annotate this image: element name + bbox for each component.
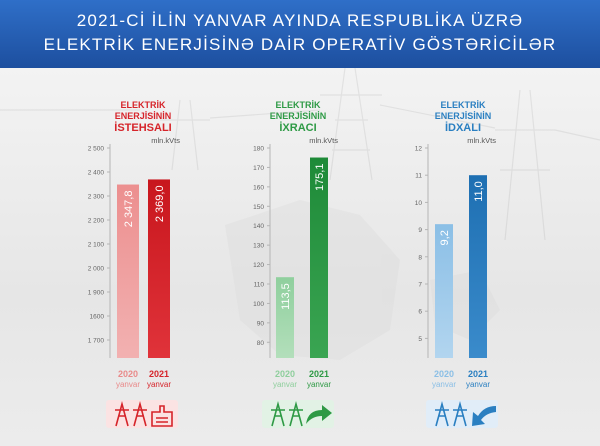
export-arrow-icon bbox=[262, 400, 334, 428]
import-unit-label: mln.kVts bbox=[467, 136, 496, 145]
import-category-year-2021: 2021 bbox=[467, 369, 489, 379]
import-arrow-icon bbox=[426, 400, 498, 428]
production-title-line-3: İSTEHSALI bbox=[114, 122, 172, 134]
export-tick-label: 160 bbox=[253, 184, 264, 192]
import-title-line-1: ELEKTRİK bbox=[440, 100, 486, 110]
import-tick-label: 7 bbox=[418, 281, 422, 289]
production-value-label-2021: 2 369,0 bbox=[154, 185, 166, 223]
export-tick-label: 110 bbox=[253, 281, 264, 289]
export-category-month-2021: yanvar bbox=[306, 380, 332, 389]
import-value-label-2021: 11,0 bbox=[473, 181, 485, 202]
production-value-label-2020: 2 347,8 bbox=[123, 190, 135, 228]
production-tick-label: 2 000 bbox=[87, 265, 104, 273]
production-tick-label: 2 300 bbox=[87, 193, 104, 201]
production-tick-label: 2 400 bbox=[87, 169, 104, 177]
production-category-year-2020: 2020 bbox=[117, 369, 139, 379]
production-tick-label: 2 100 bbox=[87, 241, 104, 249]
production-title-line-1: ELEKTRİK bbox=[120, 100, 166, 110]
import-title-line-3: İDXALI bbox=[444, 122, 482, 134]
header-title-line-2: ELEKTRİK ENERJİSİNƏ DAİR OPERATİV GÖSTƏRİCİLƏR bbox=[43, 35, 557, 54]
production-tick-label: 1 700 bbox=[87, 337, 104, 345]
export-tick-label: 140 bbox=[253, 223, 264, 231]
export-tick-label: 100 bbox=[253, 300, 264, 308]
export-tick-label: 80 bbox=[256, 339, 264, 347]
production-title-line-2: ENERJİSİNİN bbox=[114, 111, 172, 121]
production-tick-label: 1600 bbox=[89, 313, 104, 321]
background-map-illustration bbox=[225, 200, 500, 360]
import-tick-label: 6 bbox=[418, 308, 422, 316]
production-unit-label: mln.kVts bbox=[151, 136, 180, 145]
export-title-line-1: ELEKTRİK bbox=[275, 100, 321, 110]
export-value-label-2020: 113,5 bbox=[280, 283, 292, 310]
production-tick-label: 1 900 bbox=[87, 289, 104, 297]
import-value-label-2020: 9,2 bbox=[439, 230, 451, 246]
import-title-line-2: ENERJİSİNİN bbox=[434, 111, 492, 121]
header-title-line-1: 2021-Cİ İLİN YANVAR AYINDA RESPUBLİKA ÜZRƏ bbox=[76, 11, 524, 30]
export-tick-label: 120 bbox=[253, 262, 264, 270]
export-tick-label: 150 bbox=[253, 203, 264, 211]
export-title-line-2: ENERJİSİNİN bbox=[269, 111, 327, 121]
import-tick-label: 5 bbox=[418, 335, 422, 343]
power-plant-icon bbox=[106, 400, 178, 428]
production-category-month-2020: yanvar bbox=[115, 380, 141, 389]
import-tick-label: 10 bbox=[414, 199, 422, 207]
import-category-month-2021: yanvar bbox=[465, 380, 491, 389]
import-category-year-2020: 2020 bbox=[433, 369, 455, 379]
export-tick-label: 180 bbox=[253, 145, 264, 153]
production-tick-label: 2 200 bbox=[87, 217, 104, 225]
export-title-line-3: İXRACI bbox=[279, 122, 317, 134]
production-category-month-2021: yanvar bbox=[146, 380, 172, 389]
production-category-year-2021: 2021 bbox=[148, 369, 170, 379]
import-category-month-2020: yanvar bbox=[431, 380, 457, 389]
export-tick-label: 170 bbox=[253, 164, 264, 172]
export-tick-label: 130 bbox=[253, 242, 264, 250]
import-tick-label: 12 bbox=[414, 145, 422, 153]
export-category-year-2020: 2020 bbox=[274, 369, 296, 379]
export-category-year-2021: 2021 bbox=[308, 369, 330, 379]
export-tick-label: 90 bbox=[256, 320, 264, 328]
import-chart bbox=[415, 136, 496, 389]
production-tick-label: 2 500 bbox=[87, 145, 104, 153]
import-tick-label: 8 bbox=[418, 254, 422, 262]
export-category-month-2020: yanvar bbox=[272, 380, 298, 389]
export-value-label-2021: 175,1 bbox=[314, 163, 326, 192]
export-unit-label: mln.kVts bbox=[309, 136, 338, 145]
import-tick-label: 11 bbox=[415, 172, 422, 180]
production-chart bbox=[88, 136, 181, 389]
import-tick-label: 9 bbox=[418, 227, 422, 235]
